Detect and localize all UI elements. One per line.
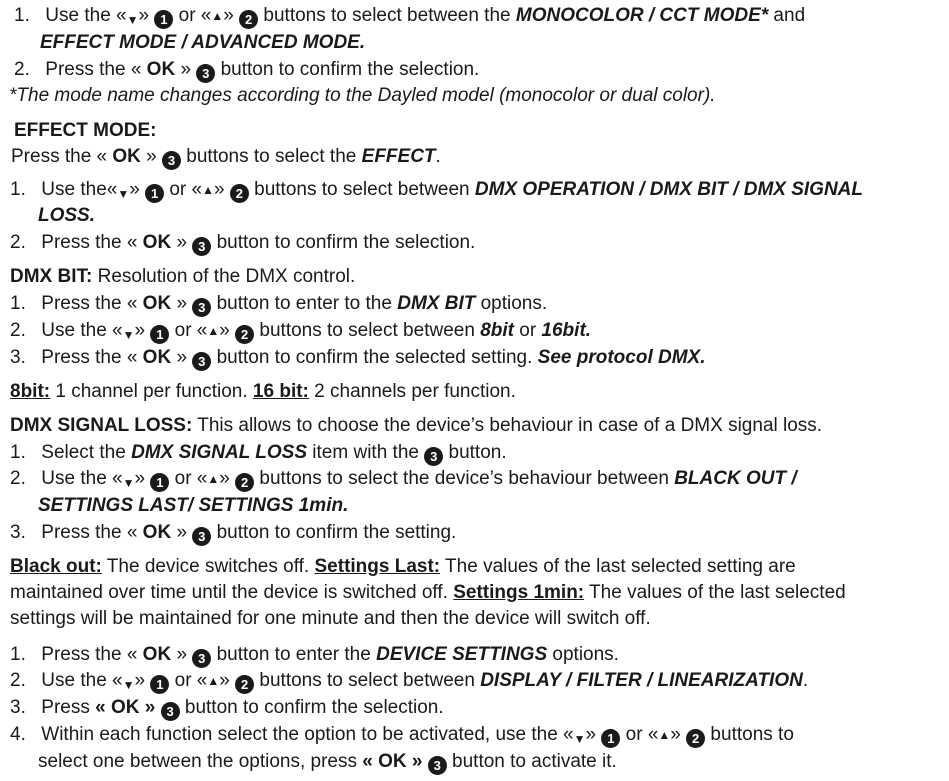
button-2-icon: 2 [239,10,258,29]
device-step-4-cont: select one between the options, press « OK » 3 button to activate it. [38,751,617,773]
button-1-icon: 1 [150,325,169,344]
effect-step-1-cont: LOSS. [38,205,96,226]
signal-loss-desc-1: Black out: The device switches off. Settings Last: The values of the last selected setting are [10,556,796,577]
up-arrow-icon: ▲ [658,728,671,742]
step-number: 4. [10,724,26,745]
up-arrow-icon: ▲ [207,472,220,486]
device-step-4: 4. Within each function select the option to be activated, use the «▼» 1 or «▲» 2 buttons to [10,722,794,753]
up-arrow-icon: ▲ [202,183,214,197]
step-number: 2. [10,320,26,341]
button-3-icon: 3 [192,649,211,668]
step-number: 3. [10,347,26,368]
signal-loss-step-1: 1. Select the DMX SIGNAL LOSS item with the 3 button. [10,440,507,467]
button-3-icon: 3 [162,151,181,170]
step-number: 2. [10,232,26,253]
button-1-icon: 1 [150,473,169,492]
step-number: 3. [10,522,26,543]
step-number: 1. [10,293,26,314]
button-2-icon: 2 [235,473,254,492]
button-3-icon: 3 [424,447,443,466]
button-3-icon: 3 [196,64,215,83]
step-number: 1. [10,179,26,200]
button-2-icon: 2 [230,184,249,203]
up-arrow-icon: ▲ [211,9,224,23]
signal-loss-step-2-cont: SETTINGS LAST/ SETTINGS 1min. [38,495,349,516]
device-step-1: 1. Press the « OK » 3 button to enter the DEVICE SETTINGS options. [10,642,619,669]
device-step-3: 3. Press « OK » 3 button to confirm the selection. [10,695,444,722]
down-arrow-icon: ▼ [117,187,130,201]
down-arrow-icon: ▼ [126,13,139,27]
dmx-bit-channels: 8bit: 1 channel per function. 16 bit: 2 channels per function. [10,381,516,402]
button-2-icon: 2 [235,325,254,344]
mode-note: *The mode name changes according to the Dayled model (monocolor or dual color). [9,85,716,106]
effect-step-1: 1. Use the«▼» 1 or «▲» 2 buttons to select between DMX OPERATION / DMX BIT / DMX SIGNAL [10,177,863,208]
dmx-bit-step-3: 3. Press the « OK » 3 button to confirm the selected setting. See protocol DMX. [10,345,706,372]
button-2-icon: 2 [686,729,705,748]
dmx-bit-step-2: 2. Use the «▼» 1 or «▲» 2 buttons to select between 8bit or 16bit. [10,318,591,349]
signal-loss-desc-2: maintained over time until the device is switched off. Settings 1min: The values of the last selected [10,582,846,603]
signal-loss-step-3: 3. Press the « OK » 3 button to confirm the setting. [10,520,456,547]
effect-heading: EFFECT MODE: [14,120,157,141]
button-2-icon: 2 [235,675,254,694]
button-3-icon: 3 [192,527,211,546]
step-number: 1. [14,5,30,26]
step-number: 3. [10,697,26,718]
step-number: 1. [10,442,26,463]
up-arrow-icon: ▲ [207,674,220,688]
dmx-bit-title: DMX BIT: Resolution of the DMX control. [10,266,356,287]
button-1-icon: 1 [601,729,620,748]
signal-loss-desc-3: settings will be maintained for one minute and then the device will switch off. [10,608,651,629]
effect-intro: Press the « OK » 3 buttons to select the EFFECT. [11,146,441,168]
down-arrow-icon: ▼ [122,476,135,490]
up-arrow-icon: ▲ [207,324,220,338]
effect-step-2: 2. Press the « OK » 3 button to confirm the selection. [10,230,475,257]
down-arrow-icon: ▼ [573,732,586,746]
mode-step-2: 2. Press the « OK » 3 button to confirm the selection. [14,57,479,84]
mode-step-1-cont: EFFECT MODE / ADVANCED MODE. [40,32,366,53]
step-number: 2. [14,59,30,80]
signal-loss-title: DMX SIGNAL LOSS: This allows to choose the device’s behaviour in case of a DMX signal loss. [10,415,823,436]
mode-step-1: 1. Use the «▼» 1 or «▲» 2 buttons to select between the MONOCOLOR / CCT MODE* and [14,3,805,34]
button-1-icon: 1 [145,184,164,203]
button-1-icon: 1 [150,675,169,694]
step-number: 2. [10,468,26,489]
device-step-2: 2. Use the «▼» 1 or «▲» 2 buttons to select between DISPLAY / FILTER / LINEARIZATION. [10,668,808,699]
button-3-icon: 3 [428,756,447,775]
step-number: 2. [10,670,26,691]
step-number: 1. [10,644,26,665]
down-arrow-icon: ▼ [122,328,135,342]
button-3-icon: 3 [161,702,180,721]
button-3-icon: 3 [192,298,211,317]
button-1-icon: 1 [154,10,173,29]
dmx-bit-step-1: 1. Press the « OK » 3 button to enter to the DMX BIT options. [10,291,547,318]
button-3-icon: 3 [192,352,211,371]
button-3-icon: 3 [192,237,211,256]
down-arrow-icon: ▼ [122,678,135,692]
signal-loss-step-2: 2. Use the «▼» 1 or «▲» 2 buttons to select the device’s behaviour between BLACK OUT / [10,466,797,497]
